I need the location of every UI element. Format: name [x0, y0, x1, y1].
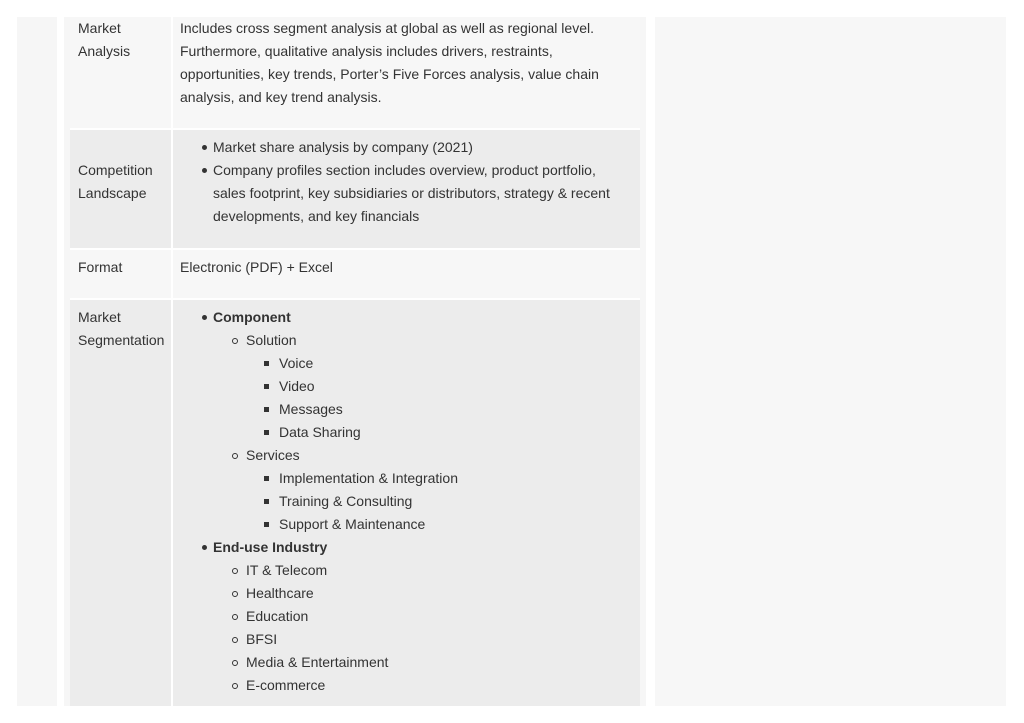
- table-row-competition-landscape: [70, 130, 640, 248]
- table-row-market-analysis: [70, 17, 640, 128]
- row-label: [70, 17, 171, 128]
- list-item: Data Sharing: [246, 421, 632, 444]
- row-label-line: Competition: [78, 162, 153, 178]
- report-scope-table: [64, 17, 646, 706]
- list-item: Company profiles section includes overview, product portfolio, sales footprint, key subsidiaries or distributors, strategy & recent developments, and key financials: [180, 159, 632, 228]
- row-label-line: Landscape: [78, 185, 147, 201]
- sublist: [246, 352, 632, 444]
- segment-title: Component: [213, 309, 291, 325]
- table-row-market-segmentation: [70, 300, 640, 706]
- list-item: BFSI: [213, 628, 632, 651]
- row-value: [173, 130, 640, 248]
- row-label: [70, 300, 171, 706]
- list-item: E-commerce: [213, 674, 632, 697]
- list-item: IT & Telecom: [213, 559, 632, 582]
- row-label-line: Market: [78, 20, 121, 36]
- list-item: [180, 306, 632, 536]
- sublist: [213, 559, 632, 697]
- list-item: [180, 536, 632, 697]
- list-item: Market share analysis by company (2021): [180, 136, 632, 159]
- list-item: Voice: [246, 352, 632, 375]
- list-item: Implementation & Integration: [246, 467, 632, 490]
- list-item: Support & Maintenance: [246, 513, 632, 536]
- table-row-format: [70, 250, 640, 298]
- row-label: Format: [70, 250, 171, 298]
- left-rail: [17, 17, 57, 706]
- list-item: Media & Entertainment: [213, 651, 632, 674]
- subsegment-title: Solution: [246, 332, 297, 348]
- row-value: Electronic (PDF) + Excel: [173, 250, 640, 298]
- subsegment-title: Services: [246, 447, 300, 463]
- list-item: Healthcare: [213, 582, 632, 605]
- segment-title: End-use Industry: [213, 539, 328, 555]
- list-item: [213, 444, 632, 536]
- sublist: [213, 329, 632, 536]
- list-item: Messages: [246, 398, 632, 421]
- list-item: [213, 329, 632, 444]
- row-label: [70, 130, 171, 248]
- row-value: Includes cross segment analysis at global as well as regional level. Furthermore, qualitative analysis includes drivers, restraints, opportunities, key trends, Porter’s Five Forces analysis, value chain analysis, and key trend analysis.: [173, 17, 640, 128]
- row-label-line: Segmentation: [78, 332, 165, 348]
- list-item: Education: [213, 605, 632, 628]
- row-label-line: Market: [78, 309, 121, 325]
- side-panel: [655, 17, 1006, 706]
- row-label-line: Analysis: [78, 43, 131, 59]
- competition-list: [180, 136, 632, 228]
- sublist: [246, 467, 632, 536]
- list-item: Video: [246, 375, 632, 398]
- segmentation-list: [180, 306, 632, 697]
- list-item: Training & Consulting: [246, 490, 632, 513]
- row-value: [173, 300, 640, 706]
